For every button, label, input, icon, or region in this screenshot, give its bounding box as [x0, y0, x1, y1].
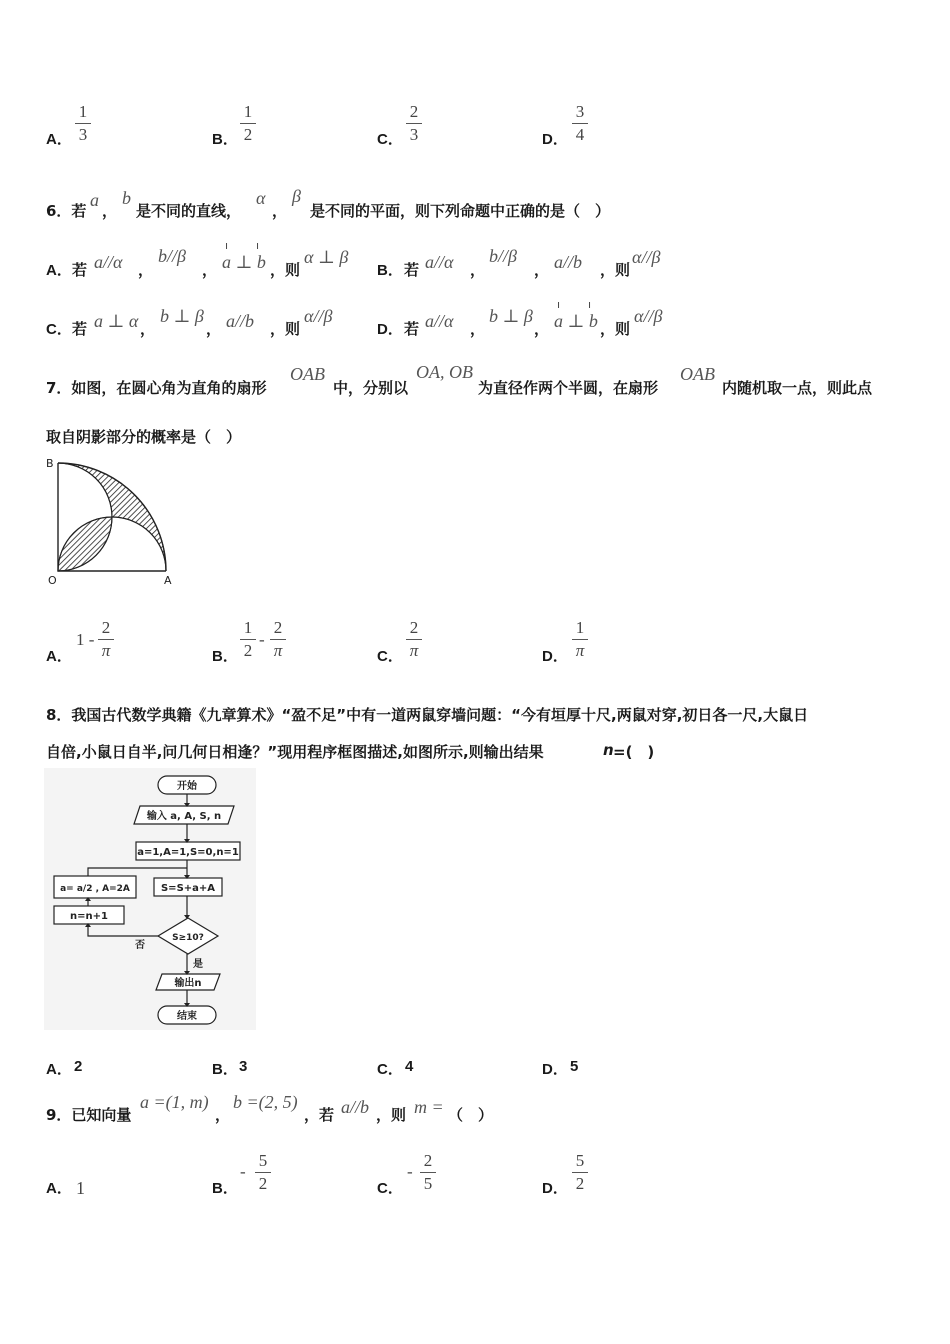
q5-option-c-label: C． [377, 131, 403, 148]
q6-option-d-vector-tick-a: ı [557, 298, 561, 311]
q9-ze: ，则 [376, 1106, 407, 1124]
q6-option-c-label: C． [46, 321, 72, 338]
q6-option-d-m1: a//α [425, 311, 454, 331]
q8-option-b-value[interactable]: 3 [239, 1058, 248, 1075]
q9-paren: （ ） [448, 1106, 494, 1124]
q6-option-c-ruo: 若 [72, 320, 88, 338]
q9-option-a-label: A． [46, 1180, 72, 1197]
q7-option-b-pre-fraction: 1 2 [240, 618, 256, 661]
q9-option-c-sign: - [407, 1162, 413, 1181]
q7-text-2: 中，分别以 [333, 379, 409, 397]
flow-yes-label: 是 [193, 959, 203, 970]
q7-text-1: 7．如图，在圆心角为直角的扇形 [46, 379, 267, 397]
q6-option-b-ruo: 若 [404, 261, 420, 279]
q6-option-a-m2: b//β [158, 246, 186, 266]
q6-option-a-comma1: ， [138, 261, 154, 279]
q6-option-a-ze: ，则 [270, 261, 301, 279]
flow-condition-text: S≥10? [172, 933, 204, 943]
q7-point-o: O [48, 574, 57, 587]
flow-start-text: 开始 [177, 781, 197, 792]
q6-option-d-m4: α//β [634, 306, 663, 326]
q6-option-b-label: B． [377, 262, 403, 279]
q6-option-b-m3: a//b [554, 252, 583, 272]
q8-option-d-label: D． [542, 1061, 568, 1078]
q9-var-m: m = [414, 1097, 444, 1117]
q7-option-a-pre: 1 - [76, 630, 95, 649]
q6-comma-2: ， [272, 202, 288, 220]
q7-text-3: 为直径作两个半圆，在扇形 [478, 379, 659, 397]
q9-vector-a: a =(1, m) [140, 1092, 209, 1112]
q8-option-a-label: A． [46, 1061, 72, 1078]
q8-option-c-label: C． [377, 1061, 403, 1078]
q8-option-d-value[interactable]: 5 [570, 1058, 579, 1075]
q6-option-d-m3: a ⊥ b [554, 311, 598, 331]
q6-text-planes: 是不同的平面，则下列命题中正确的是（ ） [310, 202, 611, 220]
q6-option-c-m3: a//b [226, 311, 255, 331]
q5-option-a-fraction[interactable]: 1 3 [75, 102, 91, 145]
q6-option-a-m3: a ⊥ b [222, 252, 266, 272]
q6-option-d-ze: ，则 [600, 320, 631, 338]
q8-var-n: n [603, 741, 614, 759]
q6-comma: ， [102, 202, 118, 220]
q6-option-a-label: A． [46, 262, 72, 279]
q8-text-line2b: =( ) [613, 743, 655, 761]
q7-option-b-minus: - [259, 630, 265, 649]
q9-option-d-label: D． [542, 1180, 568, 1197]
q6-option-d-label: D． [377, 321, 403, 338]
q6-option-c-m2: b ⊥ β [160, 306, 204, 326]
q6-option-b-comma2: ， [534, 261, 550, 279]
q9-option-d-fraction[interactable]: 5 2 [572, 1151, 588, 1194]
q6-option-a-m1: a//α [94, 252, 123, 272]
q7-diameters: OA, OB [416, 362, 473, 382]
q8-text-line1: 8．我国古代数学典籍《九章算术》“盈不足”中有一道两鼠穿墙问题：“今有垣厚十尺,两鼠对穿,初日各一尺,大鼠日 [46, 706, 809, 724]
q9-option-a-value[interactable]: 1 [76, 1178, 85, 1198]
q6-option-c-comma2: ， [206, 320, 222, 338]
q6-option-a-vector-tick-a: ı [225, 239, 229, 252]
q5-option-d-fraction[interactable]: 3 4 [572, 102, 588, 145]
q7-text-4: 内随机取一点，则此点 [722, 379, 873, 397]
q6-option-a-ruo: 若 [72, 261, 88, 279]
flow-output-text: 输出n [174, 978, 202, 989]
q6-var-a: a [90, 190, 99, 210]
q7-option-b-label: B． [212, 648, 238, 665]
q8-text-line2a: 自倍,小鼠日自半,问几何日相逢？”现用程序框图描述,如图所示,则输出结果 [46, 743, 544, 761]
q6-option-b-ze: ，则 [600, 261, 631, 279]
q6-prefix: 6．若 [46, 202, 87, 220]
q6-option-d-ruo: 若 [404, 320, 420, 338]
q9-option-c-label: C． [377, 1180, 403, 1197]
q8-option-a-value[interactable]: 2 [74, 1058, 83, 1075]
q7-option-d-label: D． [542, 648, 568, 665]
q7-option-c-fraction[interactable]: 2 π [406, 618, 422, 661]
q6-var-b: b [122, 188, 131, 208]
flow-sum-text: S=S+a+A [160, 883, 216, 894]
q9-vector-b: b =(2, 5) [233, 1092, 298, 1112]
flow-input-text: 输入 a, A, S, n [146, 811, 222, 822]
q7-option-a-label: A． [46, 648, 72, 665]
q9-prefix: 9．已知向量 [46, 1106, 132, 1124]
q7-point-a: A [164, 574, 172, 587]
q9-condition: a//b [341, 1097, 370, 1117]
q7-text-line2: 取自阴影部分的概率是（ ） [46, 428, 242, 446]
q6-option-d-comma2: ， [534, 320, 550, 338]
q9-option-b-label: B． [212, 1180, 238, 1197]
flow-init-text: a=1,A=1,S=0,n=1 [137, 847, 239, 858]
q6-var-alpha: α [256, 188, 266, 208]
q9-option-b-fraction[interactable]: 5 2 [255, 1151, 271, 1194]
q7-option-d-fraction[interactable]: 1 π [572, 618, 588, 661]
q7-sector-figure [44, 455, 179, 587]
q6-option-c-comma1: ， [140, 320, 156, 338]
q6-text-lines: 是不同的直线， [136, 202, 242, 220]
q8-option-c-value[interactable]: 4 [405, 1058, 414, 1075]
q5-option-b-label: B． [212, 131, 238, 148]
q6-option-a-m4: α ⊥ β [304, 247, 349, 267]
q9-comma: ， [215, 1106, 231, 1124]
q8-flowchart [44, 768, 256, 1030]
q7-point-b: B [46, 457, 54, 470]
q6-option-c-m4: α//β [304, 306, 333, 326]
q6-option-b-comma1: ， [470, 261, 486, 279]
q7-option-c-label: C． [377, 648, 403, 665]
q9-option-c-fraction[interactable]: 2 5 [420, 1151, 436, 1194]
q6-option-d-comma1: ， [470, 320, 486, 338]
flow-no-label: 否 [135, 940, 145, 951]
q9-ruo: ，若 [304, 1106, 335, 1124]
q7-shaded-region-lower [58, 517, 112, 571]
q6-option-b-m1: a//α [425, 252, 454, 272]
q5-option-b-fraction[interactable]: 1 2 [240, 102, 256, 145]
q7-sector-oab-2: OAB [680, 364, 715, 384]
flow-increment-text: n=n+1 [70, 911, 108, 922]
q5-option-c-fraction[interactable]: 2 3 [406, 102, 422, 145]
q6-option-b-m4: α//β [632, 247, 661, 267]
flow-update-text: a= a/2 , A=2A [60, 884, 130, 894]
q5-option-d-label: D． [542, 131, 568, 148]
q7-option-b-fraction[interactable]: 2 π [270, 618, 286, 661]
q5-option-a-label: A． [46, 131, 72, 148]
q6-option-d-vector-tick-b: ı [588, 298, 592, 311]
q6-option-a-vector-tick-b: ı [256, 239, 260, 252]
q8-option-b-label: B． [212, 1061, 238, 1078]
q6-var-beta: β [292, 186, 301, 206]
q6-option-b-m2: b//β [489, 246, 517, 266]
q7-option-a-fraction[interactable]: 2 π [98, 618, 114, 661]
q6-option-c-ze: ，则 [270, 320, 301, 338]
q6-option-c-m1: a ⊥ α [94, 311, 139, 331]
flow-end-text: 结束 [177, 1011, 197, 1022]
q7-sector-oab: OAB [290, 364, 325, 384]
q6-option-a-comma2: ， [202, 261, 218, 279]
q9-option-b-sign: - [240, 1162, 246, 1181]
q6-option-d-m2: b ⊥ β [489, 306, 533, 326]
